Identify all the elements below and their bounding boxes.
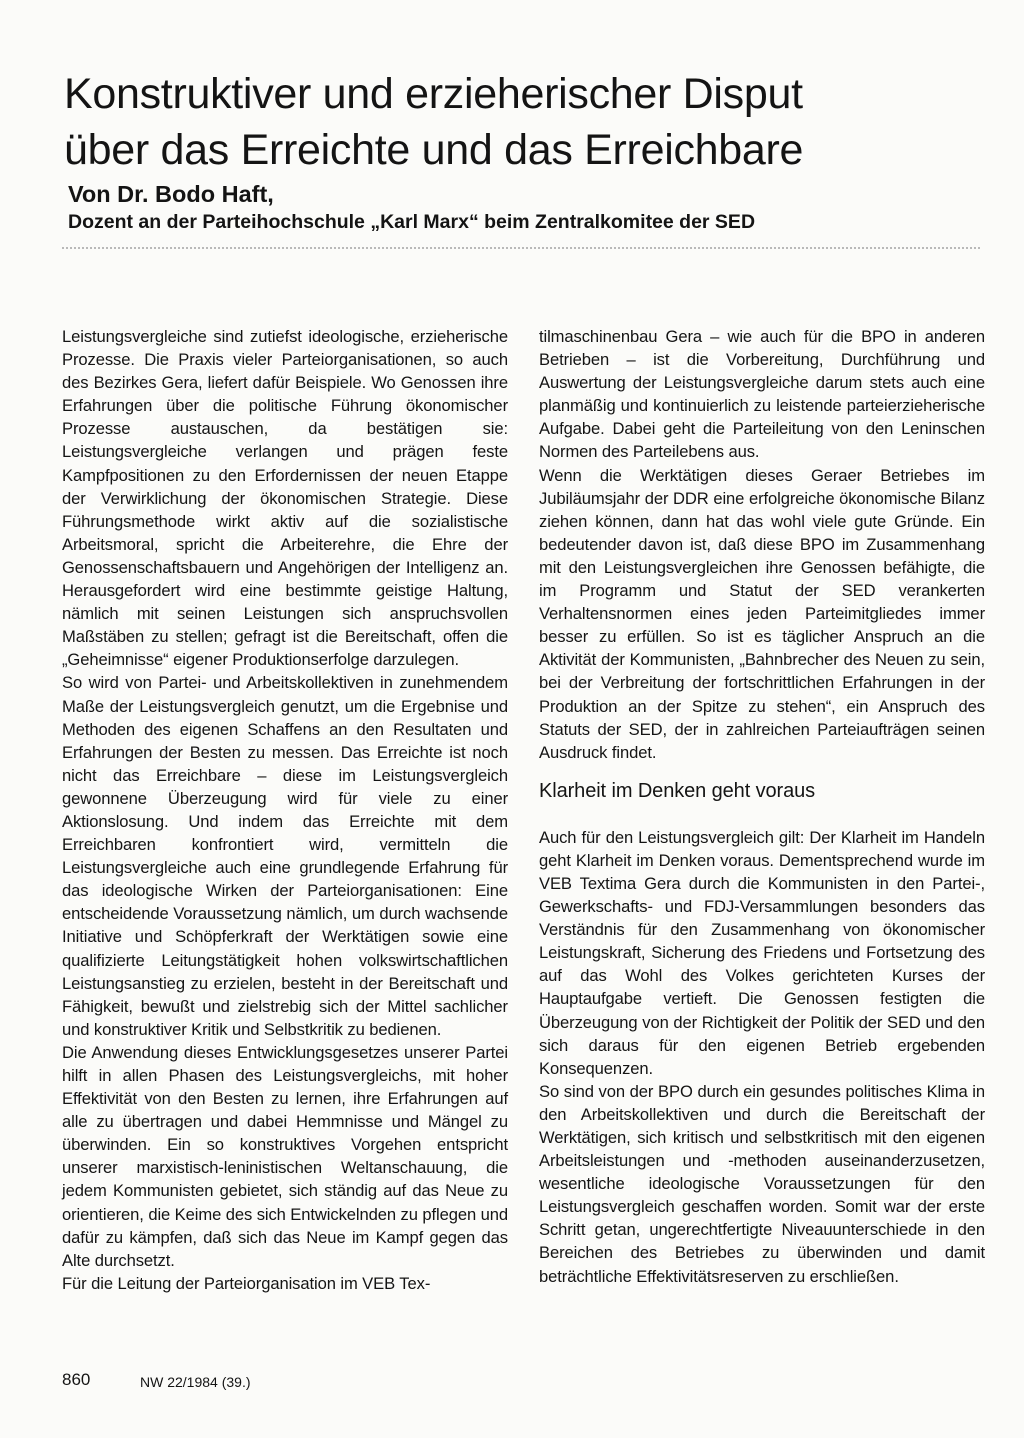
author-byline: Von Dr. Bodo Haft, [68, 181, 274, 207]
left-paragraph-3: Die Anwendung dieses Entwicklungsgesetzes unserer Partei hilft in allen Phasen des Leistungsvergleichs, mit hoher Effektivität von den Besten zu lernen, ihre Erfahrungen auf alle zu übertragen und dabei Hemmnisse und Mängel zu überwinden. Ein so konstruktives Vorgehen entspricht unserer marxistisch-leninistischen Weltanschauung, die jedem Kommunisten gebietet, sich ständig auf das Neue zu orientieren, die Keime des sich Entwickelnden zu pflegen und dafür zu kämpfen, daß sich das Neue im Kampf gegen das Alte durchsetzt. [62, 1042, 508, 1270]
article-title [64, 66, 964, 178]
page-number: 860 [62, 1370, 91, 1389]
left-paragraph-4: Für die Leitung der Parteiorganisation im VEB Tex- [62, 1273, 431, 1293]
right-paragraph-2: Wenn die Werktätigen dieses Geraer Betriebes im Jubiläumsjahr der DDR eine erfolgreiche ökonomische Bilanz ziehen können, dann hat das wohl viele gute Gründe. Ein bedeutender davon ist, daß diese BPO im Zusammenhang mit den Leistungsvergleichen ihre Genossen befähigte, die im Programm und Statut der SED verankerten Verhaltensnormen eines jeden Parteimitgliedes immer besser zu erfüllen. So ist es täglicher Anspruch an die Aktivität der Kommunisten, „Bahnbrecher des Neuen zu sein, bei der Verbreitung der fortschrittlichen Erfahrungen in der Produktion an der Spitze zu stehen“, ein Anspruch des Statuts der SED, der in zahlreichen Parteiaufträgen seinen Ausdruck findet. [539, 465, 985, 762]
title-line-2: über das Erreichte und das Erreichbare [64, 126, 804, 174]
right-paragraph-1: tilmaschinenbau Gera – wie auch für die BPO in anderen Betrieben – ist die Vorbereitung, Durchführung und Auswertung der Leistungsvergleiche darum stets auch eine planmäßig und kontinuierlich zu leistende parteierzieherische Aufgabe. Dabei geht die Parteileitung von den Leninschen Normen des Parteilebens aus. [539, 327, 985, 462]
author-affiliation: Dozent an der Parteihochschule „Karl Marx“ beim Zentralkomitee der SED [68, 211, 756, 233]
section-subheading: Klarheit im Denken geht voraus [539, 779, 816, 802]
title-line-1: Konstruktiver und erzieherischer Disput [64, 70, 803, 118]
left-paragraph-2: So wird von Partei- und Arbeitskollektiven in zunehmendem Maße der Leistungsvergleich genutzt, um die Ergebnise und Methoden des eigenen Schaffens an den Resultaten und Erfahrungen der Besten zu messen. Das Erreichte ist noch nicht das Erreichbare – diese im Leistungsvergleich gewonnene Überzeugung wird für viele zu einer Aktionslosung. Und indem das Erreichte mit dem Erreichbaren konfrontiert wird, vermitteln die Leistungsvergleiche auch eine grundlegende Erfahrung für das ideologische Wirken der Parteiorganisationen: Eine entscheidende Voraussetzung nämlich, um durch wachsende Initiative und Schöpferkraft der Werktätigen sowie eine qualifizierte Leitungstätigkeit hohen volkswirtschaftlichen Leistungsanstieg zu erzielen, besteht in der Bereitschaft und Fähigkeit, bewußt und zielstrebig sich der Mittel sachlicher und konstruktiver Kritik und Selbstkritik zu bedienen. [62, 673, 508, 1039]
right-paragraph-3: Auch für den Leistungsvergleich gilt: Der Klarheit im Handeln geht Klarheit im Denken voraus. Dementsprechend wurde im VEB Textima Gera durch die Kommunisten in den Partei-, Gewerkschafts- und FDJ-Versammlungen besonders das Verständnis für den Zusammenhang von ökonomischer Leistungskraft, Sicherung des Friedens und Fortsetzung des auf das Wohl des Volkes gerichteten Kurses der Hauptaufgabe vertieft. Die Genossen festigten die Überzeugung von der Richtigkeit der Politik der SED und den sich daraus für den eigenen Betrieb ergebenden Konsequenzen. [539, 827, 985, 1078]
left-paragraph-1: Leistungsvergleiche sind zutiefst ideologische, erzieherische Prozesse. Die Praxis vieler Parteiorganisationen, so auch des Bezirkes Gera, liefert dafür Beispiele. Wo Genossen ihre Erfahrungen über die politische Führung ökonomischer Prozesse austauschen, da bestätigen sie: Leistungsvergleiche verlangen und prägen feste Kampfpositionen zu den Erfordernissen der neuen Etappe der Verwirklichung der ökonomischen Strategie. Diese Führungsmethode wirkt aktiv auf die sozialistische Arbeitsmoral, spricht die Arbeiterehre, die Ehre der Genossenschaftsbauern und Angehörigen der Intelligenz an. Herausgefordert wird eine bestimmte geistige Haltung, nämlich mit seinen Leistungen sich anspruchsvollen Maßstäben zu stellen; gefragt ist die Bereitschaft, offen die „Geheimnisse“ eigener Produktionserfolge darzulegen. [62, 327, 508, 670]
right-column [539, 325, 985, 1288]
left-column [62, 325, 508, 1295]
header-divider [62, 247, 980, 249]
right-paragraph-4: So sind von der BPO durch ein gesundes politisches Klima in den Arbeitskollektiven und durch die Bereitschaft der Werktätigen, sich kritisch und selbstkritisch mit den eigenen Arbeitsleistungen und -methoden auseinanderzusetzen, wesentliche ideologische Voraussetzungen für den Leistungsvergleich geschaffen worden. Somit war der erste Schritt getan, ungerechtfertigte Niveauunterschiede in den Bereichen des Betriebes zu überwinden und damit beträchtliche Effektivitätsreserven zu erschließen. [539, 1081, 985, 1286]
issue-reference: NW 22/1984 (39.) [140, 1374, 251, 1390]
